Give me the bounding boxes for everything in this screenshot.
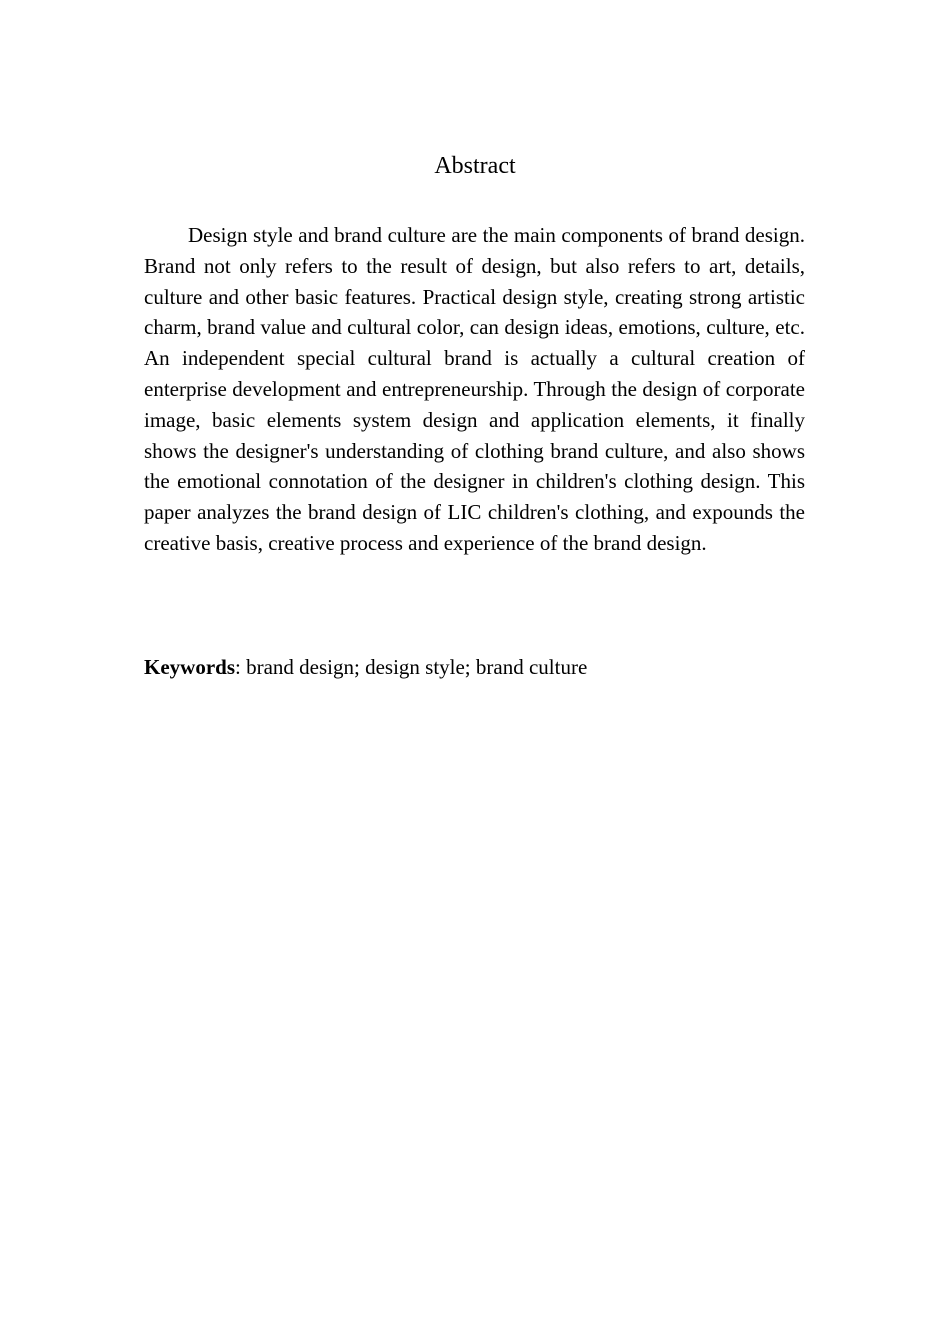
abstract-paragraph: Design style and brand culture are the main components of brand design. Brand not only refers to the result of design, but also refers to art, details, culture and other basic features. Practical design style, creating strong artistic charm, brand value and cultural color, can design ideas, emotions, culture, etc. An independent special cultural brand is actually a cultural creation of enterprise development and entrepreneurship. Through the design of corporate image, basic elements system design and application elements, it finally shows the designer's understanding of clothing brand culture, and also shows the emotional connotation of the designer in children's clothing design. This paper analyzes the brand design of LIC children's clothing, and expounds the creative basis, creative process and experience of the brand design. — [144, 223, 805, 555]
keywords-separator: : — [235, 655, 247, 679]
keywords-label: Keywords — [144, 655, 235, 679]
keywords-list: brand design; design style; brand culture — [246, 655, 588, 679]
keywords-line — [144, 652, 805, 682]
abstract-title: Abstract — [434, 153, 516, 179]
